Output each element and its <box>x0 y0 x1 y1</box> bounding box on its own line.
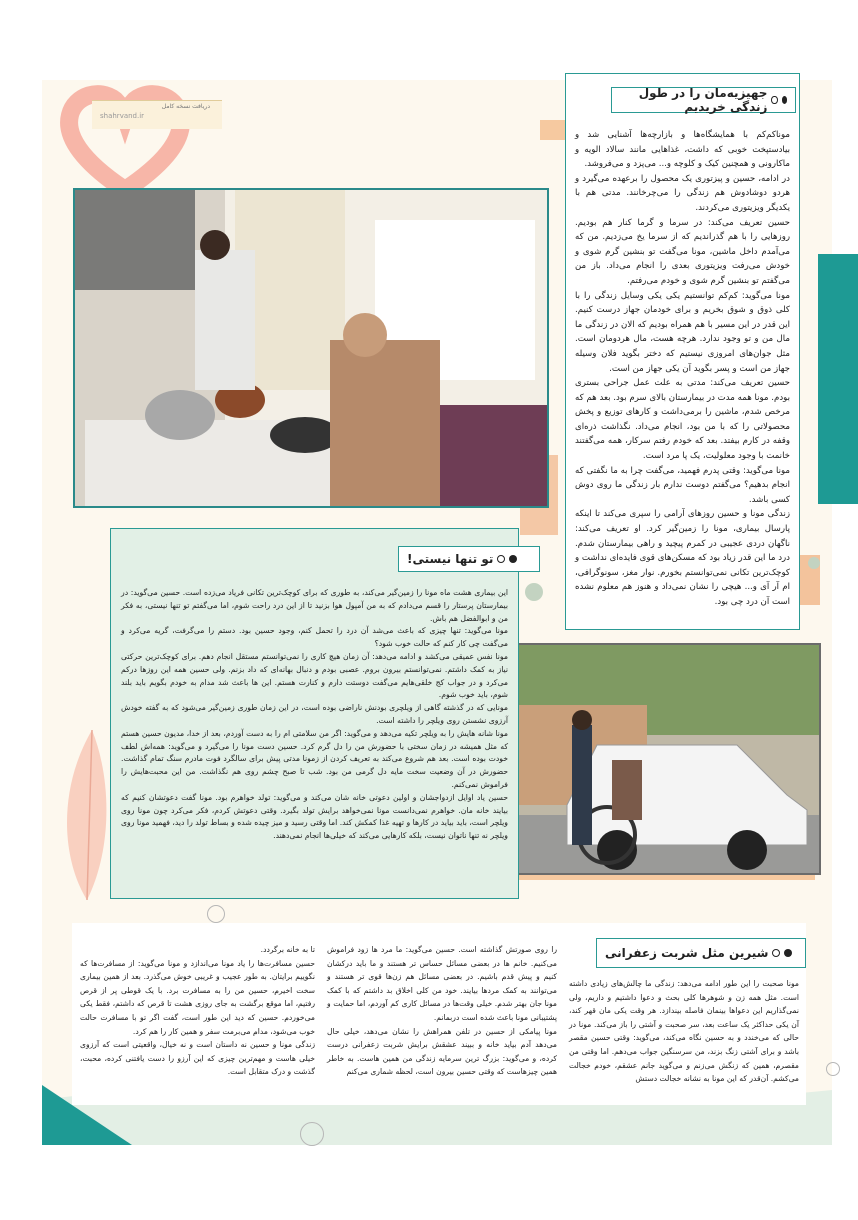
ring-icon <box>772 949 780 957</box>
car-photo <box>505 643 821 875</box>
bullet-icon <box>509 555 517 563</box>
heart-decoration-icon <box>60 80 190 200</box>
sherbet-column-3: تا به خانه برگردد. حسین مسافرت‌ها را یاد مونا می‌اندازد و مونا می‌گوید: از مسافرت‌ها که نگوییم برایتان. به طور عجیب و غریبی خوش می‌گذرد. بعد از همین بیماری سخت اخیرم، حسین من را به مسافرت برد. با یک قوطی پر از قرص رفتیم، اما موقع برگشت به جای روزی هشت تا قرص که داشتم، فقط یکی می‌خوردم. حسین که دید این طور است، گفت اگر تو با مسافرت حالت خوب می‌شود، مدام می‌برمت سفر و همین کار را هم کرد. زندگی مونا و حسین نه داستان است و نه خیال، واقعیتی است که آرزوی خیلی هاست و مهم‌ترین چیزی که این آرزو را دست یافتنی کرده، محبت، گذشت و درک متقابل است. <box>80 945 315 1077</box>
kitchen-photo <box>73 188 549 508</box>
decorative-strip <box>818 254 858 504</box>
sherbet-heading <box>596 938 806 968</box>
circle-decoration-icon <box>300 1122 324 1146</box>
dot-decoration-icon <box>808 557 820 569</box>
alone-title: تو تنها نیستی! <box>407 552 494 566</box>
dowry-section <box>565 73 800 630</box>
bullet-icon <box>784 949 792 957</box>
dowry-body: موناکم‌کم با همایشگاه‌ها و بازارچه‌ها آشنایی شد و بیادستپخت خوبی که داشت، غذاهایی مانند سالاد الویه و ماکارونی و همچنین کیک و کلوچه و... می‌پزد و می‌فروشد. در ادامه، حسین و پیزتوری یک محصول را برعهده می‌گیرد و هردو دوشادوش هم زندگی را می‌چرخانند. مدتی هم با یکدیگر ویزیتوری می‌کردند. حسین تعریف می‌کند: در سرما و گرما کنار هم بودیم. روزهایی را با هم گذراندیم که از سرما یخ می‌زدیم. من که می‌آمدم داخل ماشین، مونا می‌گفت تو بنشین گرم شوی و خودش می‌رفت ویزیتوری بعدی را انجام می‌داد. باز من می‌گفتم تو بنشین گرم شوی و خودم می‌رفتم. مونا می‌گوید: کم‌کم توانستیم یکی یکی وسایل زندگی را با کلی ذوق و شوق بخریم و برای خودمان جهاز درست کنیم. این قدر در این مسیر با هم همراه بودیم که الان در زندگی ما مال من و تو وجود ندارد. هرچه هست، مال هردومان است. مثل جوان‌های امروزی نیستیم که دختر بگوید فلان وسیله جهاز من است و پسر بگوید آن یکی جهاز من است. حسین تعریف می‌کند: مدتی به علت عمل جراحی بستری بودم. مونا همه مدت در بیمارستان بالای سرم بود. بعد هم که مرخص شدم، ماشین را برمی‌داشت و کارهای توزیع و پخش محصولاتی را که با من بود، انجام می‌داد. نگذاشت ذره‌ای وقفه در کارم بیفتد. بعد که خودم رفتم سرکار، همه می‌گفتند خانمت با وجود معلولیت، یک پا مرد است. مونا می‌گوید: وقتی پدرم فهمید، می‌گفت چرا به ما نگفتی که انجام بدهیم؟ می‌گفتم دوست ندارم بار زندگی ما روی دوش کسی باشد. زندگی مونا و حسین روزهای آرامی را سپری می‌کند تا اینکه پارسال بیماری، مونا را زمین‌گیر کرد. او تعریف می‌کند: ناگهان دردی عجیبی در کمرم پیچید و راهی بیمارستان شدم. درد ما این قدر زیاد بود که مسکن‌های قوی فایده‌ای نداشت و کوچک‌ترین تکانی نمی‌توانستم بخورم. نوار مغز، سونوگرافی، ام آر آی و... هیچی را نشان نمی‌داد و هنوز هم معلوم نشده است آن درد چی بود. <box>575 130 790 607</box>
sherbet-section <box>72 923 806 1105</box>
circle-decoration-icon <box>826 1062 840 1076</box>
dot-decoration-icon <box>525 583 543 601</box>
header-site-label: دریافت نسخه کامل <box>161 103 210 110</box>
circle-decoration-icon <box>207 905 225 923</box>
ring-icon <box>771 96 777 104</box>
sherbet-column-2: را روی صورتش گذاشته است. حسین می‌گوید: ما مرد ها زود فراموش می‌کنیم. خانم ها در بعضی مسائل حساس تر هستند و ما باید درکشان کنیم و پیش قدم باشیم. در بعضی مسائل هم زن‌ها قوی تر هستند و می‌توانند به کمک مردها بیایند. خود من کلی اخلاق بد داشتم که با کمک مونا جان بهتر شدم. خیلی وقت‌ها در مسائل کاری کم آوردم، اما حمایت و پشتیبانی مونا باعث شده است دربمانم. مونا پیامکی از حسین در تلفن همراهش را نشان می‌دهد، خیلی حال می‌دهد آدم بیاید خانه و ببیند عشقش برایش شربت زعفرانی درست کرده، و می‌گوید: بزرگ ترین سرمایه زندگی من همین هاست. به خاطر همین چیزهاست که وقتی حسین بیرون است، لحظه شماری می‌کنم <box>327 945 557 1077</box>
sherbet-column-1: مونا صحبت را این طور ادامه می‌دهد: زندگی ما چالش‌های زیادی داشته است. مثل همه زن و شوهرها کلی بحث و دعوا داشتیم و داریم، ولی نمی‌گذاریم این دعواها بینمان فاصله بیندازد. هر وقت یکی مان قهر کند، آن یکی حداکثر یک ساعت بعد، سر صحبت و آشتی را باز می‌کند. مونا در حالی که می‌خندد و به حسین نگاه می‌کند، می‌گوید: وقتی حسین مقصر باشد و برای آشتی زنگ بزند، من سرسنگین جواب می‌دهم. اما وقتی من مقصرم، همین که زنگش می‌زنم و می‌گوید جانم عشقم، خودم خجالت می‌کشم. آن‌قدر که این مونا به نشانه خجالت دستش <box>569 979 799 1084</box>
alone-heading <box>398 546 540 572</box>
dowry-heading <box>611 87 796 113</box>
bullet-icon <box>782 96 787 104</box>
dowry-title: جهیزیه‌مان را در طول زندگی خریدیم <box>638 86 768 114</box>
alone-section <box>110 528 519 899</box>
alone-body: این بیماری هشت ماه مونا را زمین‌گیر می‌کند، به طوری که برای کوچک‌ترین تکانی فریاد می‌زده است. حسین می‌گوید: در بیمارستان پرستار را قسم می‌دادم که به من آمپول هوا بزنید تا از این درد راحت شوم، اما می‌گفتم تو تنها نیستی، به فکر من و ابوالفضل هم باش. مونا می‌گوید: تنها چیزی که باعث می‌شد آن درد را تحمل کنم، وجود حسین بود. دستم را می‌گرفت، گریه می‌کرد و می‌گفت چی کار کنم که حالت خوب شود؟ مونا نفس عمیقی می‌کشد و ادامه می‌دهد: آن زمان هیچ کاری را نمی‌توانستم مستقل انجام دهم. برای کوچک‌ترین حرکتی نیاز به کمک داشتم. نمی‌توانستم بیرون بروم. عصبی بودم و دنبال بهانه‌ای که داد بزنم. ولی حسین همه این روزها درکم می‌کرد و در جواب کج خلقی‌هایم می‌گفت دوستت دارم و کنارت هستم. این ها باعث شد مدام به خودم بگویم باید بلند شوم، باید خوب شوم. مونایی که در گذشته گاهی از ویلچری بودنش ناراضی بوده است، در این زمان طوری زمین‌گیر می‌شود که به گفته خودش آرزوی نشستن روی ویلچر را داشته است. مونا شانه هایش را به ویلچر تکیه می‌دهد و می‌گوید: اگر من سلامتی ام را به دست آوردم، بعد از خدا، مدیون حسین هستم که مثل همیشه در زمان سختی با حضورش من را دل گرم کرد. حسین دست مونا را می‌گیرد و می‌گوید: همه‌اش لطف خودت بوده است. بعد هم شروع می‌کند به تعریف کردن از زمونا مدتی پیش برای سالگرد فوت مادرم سنگ تمام گذاشت. حضورش در آن وضعیت سخت مایه دل گرمی من بود. شب تا صبح چشم روی هم نگذاشت. من این محبت‌هایش را فراموش نمی‌کنم. حسین یاد اوایل ازدواجشان و اولین دعوتی خانه شان می‌کند و می‌گوید: تولد خواهرم بود. مونا گفت دعوتشان کنیم که بیایند خانه مان. خواهرم نمی‌دانست مونا نمی‌خواهد برایش تولد بگیرد. وقتی دعوتش کردم، فکر می‌کرد چون مونا روی ویلچر است، باید بیاید در کارها و تهیه غذا کمکش کند. اما وقتی رسید و میز چیده شده و بساط تولد را دید، فهمید مونا روی ویلچر نه تنها ناتوان نیست، بلکه کارهایی می‌کند که خیلی‌ها انجام نمی‌دهند. <box>121 588 508 841</box>
sherbet-title: شیرین مثل شربت زعفرانی <box>605 946 769 960</box>
ring-icon <box>497 555 505 563</box>
header-url[interactable]: shahrvand.ir <box>100 112 145 120</box>
